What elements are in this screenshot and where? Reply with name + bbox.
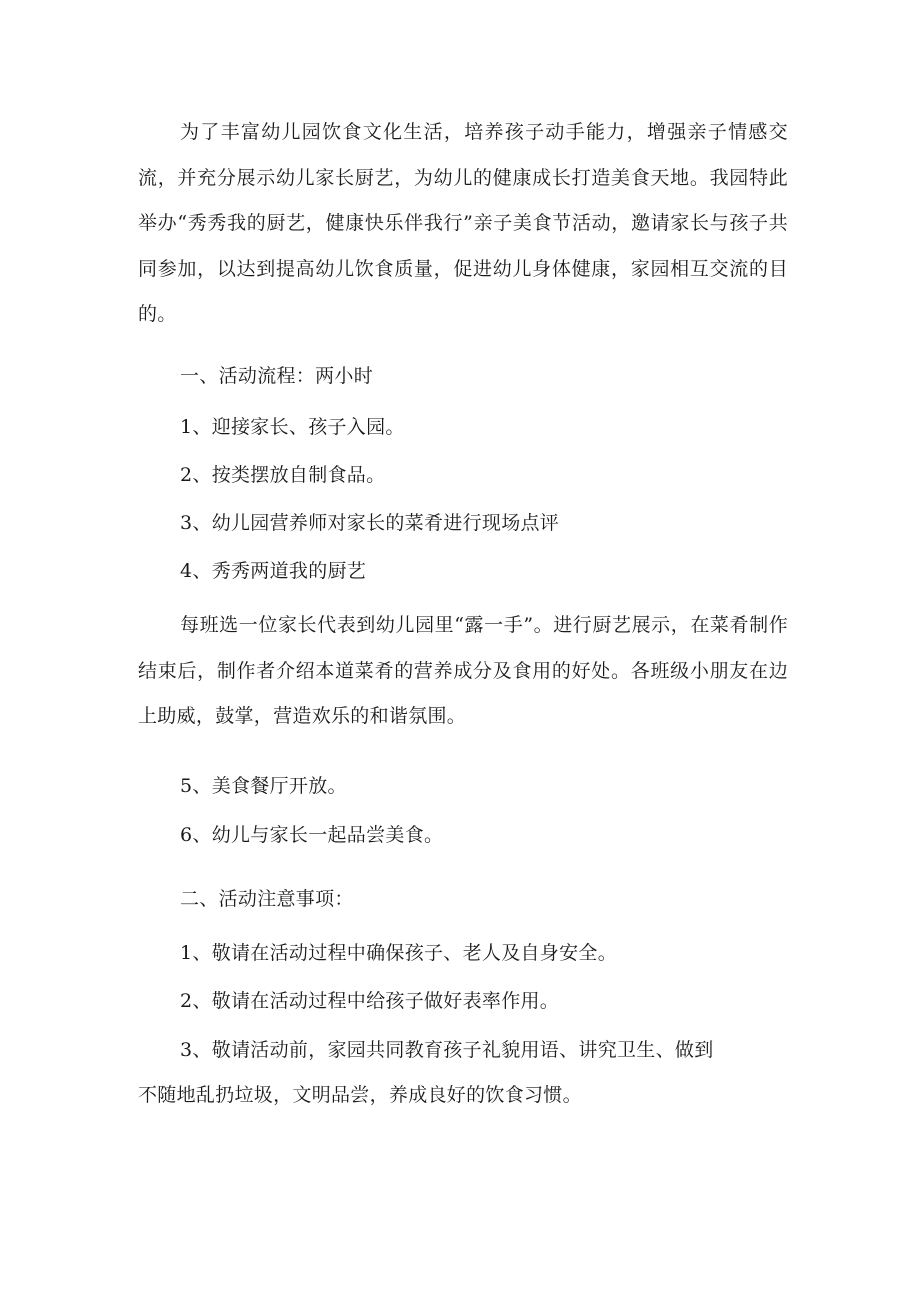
note-item-line2: 不随地乱扔垃圾，文明品尝，养成良好的饮食习惯。 (138, 1084, 582, 1106)
step-item: 3、幼儿园营养师对家长的菜肴进行现场点评 (180, 512, 560, 534)
cooking-show-paragraph: 每班选一位家长代表到幼儿园里“露一手”。进行厨艺展示，在菜肴制作结束后，制作者介绍本道菜肴的营养成分及食用的好处。各班级小朋友在边上助威，鼓掌，营造欢乐的和谐氛围。 (138, 614, 788, 727)
section2-heading: 二、活动注意事项： (180, 888, 354, 910)
intro-paragraph: 为了丰富幼儿园饮食文化生活，培养孩子动手能力，增强亲子情感交流，并充分展示幼儿家长厨艺，为幼儿的健康成长打造美食天地。我园特此举办“秀秀我的厨艺，健康快乐伴我行”亲子美食节活动，邀请家长与孩子共同参加，以达到提高幼儿饮食质量，促进幼儿身体健康，家园相互交流的目的。 (138, 121, 788, 325)
section1-heading: 一、活动流程：两小时 (180, 365, 374, 387)
step-item: 4、秀秀两道我的厨艺 (180, 560, 367, 582)
note-item-line1: 3、敬请活动前，家园共同教育孩子礼貌用语、讲究卫生、做到 (180, 1039, 714, 1061)
step-item: 1、迎接家长、孩子入园。 (180, 416, 405, 438)
note-item: 1、敬请在活动过程中确保孩子、老人及自身安全。 (180, 942, 617, 964)
step-item: 6、幼儿与家长一起品尝美食。 (180, 824, 444, 846)
note-item: 2、敬请在活动过程中给孩子做好表率作用。 (180, 990, 560, 1012)
step-item: 2、按类摆放自制食品。 (180, 464, 386, 486)
step-item: 5、美食餐厅开放。 (180, 775, 347, 797)
